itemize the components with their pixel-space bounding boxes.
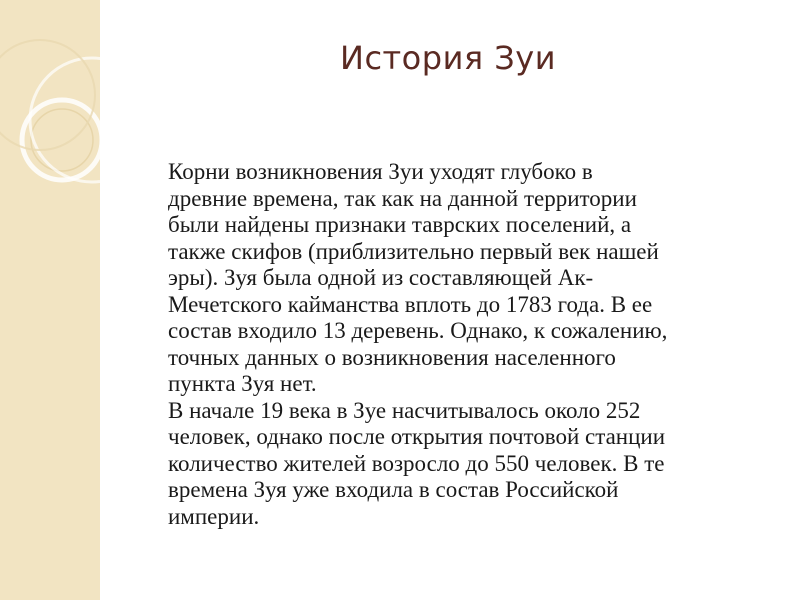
decorative-side-band — [0, 0, 100, 600]
decorative-rings-icon — [0, 0, 100, 600]
body-paragraph-1: Корни возникновения Зуи уходят глубоко в древние времена, так как на данной территории были найдены признаки таврских поселений, а также скифов (приблизительно первый век нашей эры). Зуя была одной из составляющей Ак- Мечетского кайманства вплоть до 1783 года. В ее состав входило 13 деревень. Однако, к сожалению, точных данных о возникновения населенного пункта Зуя нет. — [168, 159, 668, 396]
slide-body — [168, 159, 778, 530]
slide-title: История Зуи — [340, 39, 557, 77]
side-band-divider — [100, 0, 103, 600]
body-paragraph-2: В начале 19 века в Зуе насчитывалось около 252 человек, однако после открытия почтовой станции количество жителей возросло до 550 человек. В те времена Зуя уже входила в состав Российской империи. — [168, 397, 666, 529]
